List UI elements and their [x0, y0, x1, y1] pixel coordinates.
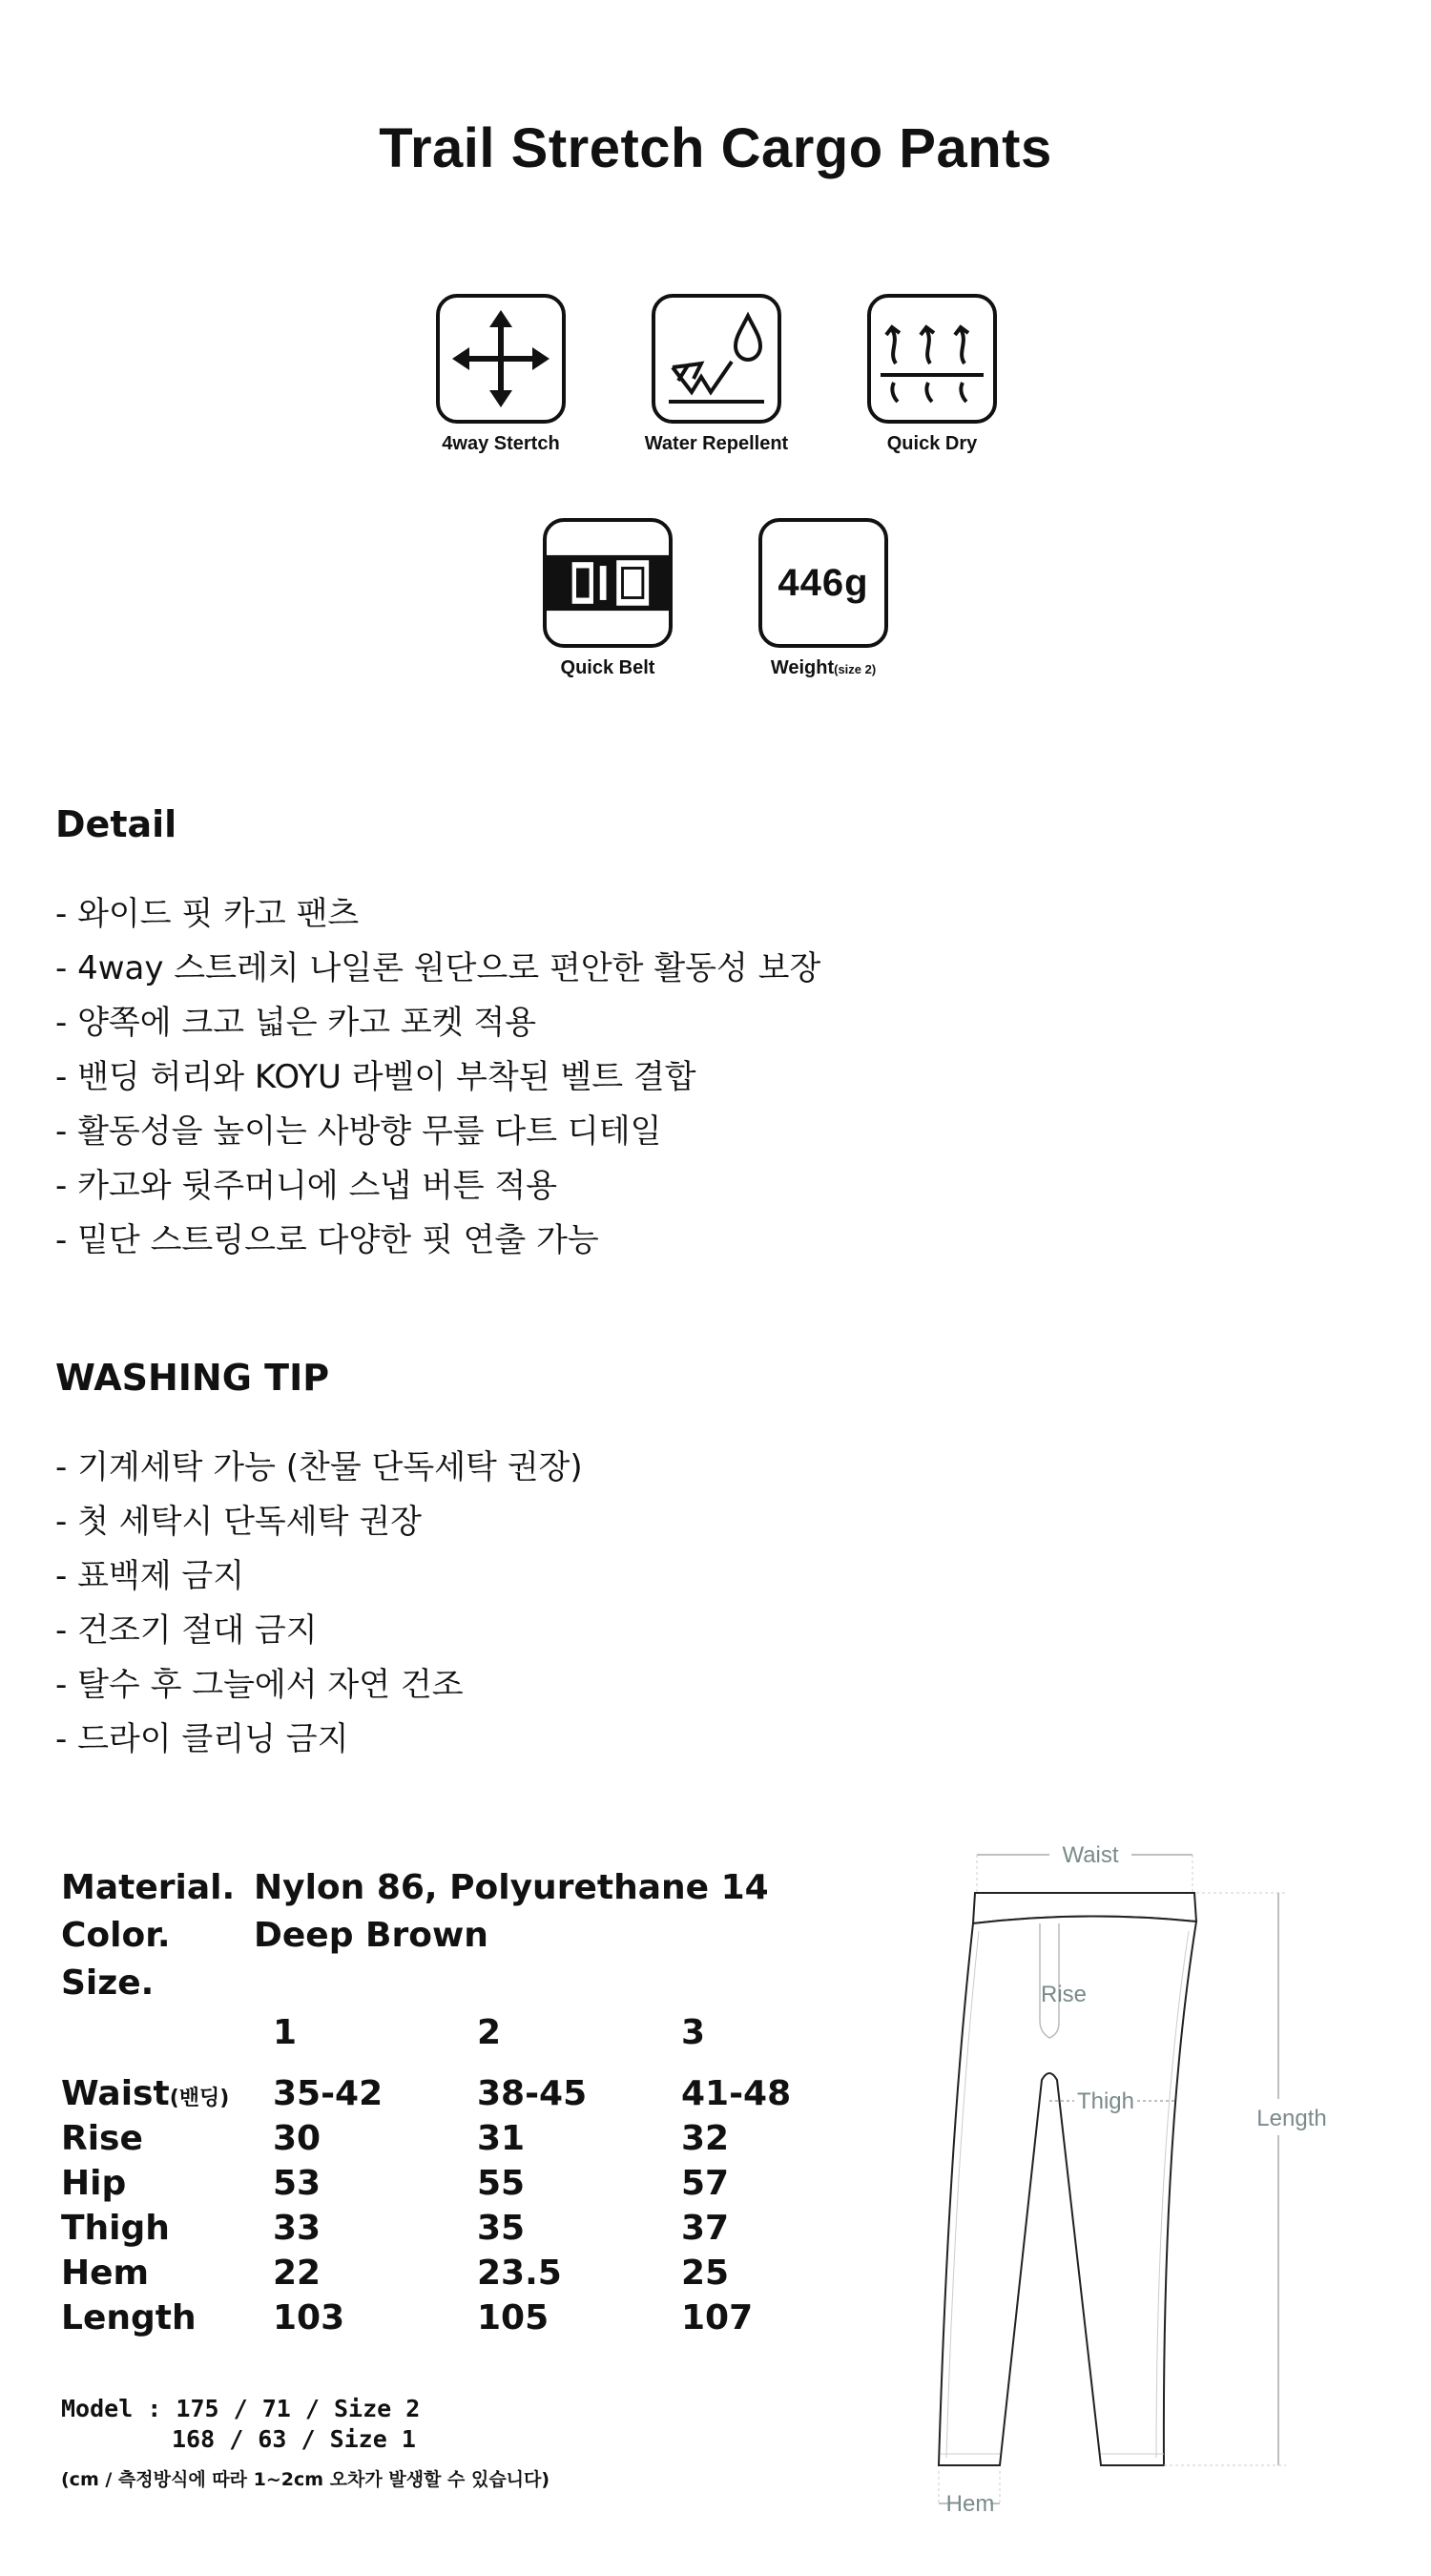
- feature-4way-stretch: [396, 294, 606, 455]
- washing-heading: WASHING TIP: [55, 1357, 330, 1399]
- table-cell: 31: [477, 2119, 526, 2158]
- pants-diagram: [906, 1832, 1383, 2528]
- washing-list: [55, 1441, 583, 1767]
- list-item: - 표백제 금지: [55, 1557, 245, 1595]
- row-label: Waist: [61, 2074, 170, 2113]
- color-label: Color.: [61, 1916, 171, 1955]
- rise-dim-label: Rise: [1040, 1982, 1088, 2007]
- row-label: Length: [61, 2298, 197, 2337]
- belt-buckle-icon: [547, 545, 669, 621]
- weight-value: 446g: [778, 561, 869, 604]
- material-value: Nylon 86, Polyurethane 14: [254, 1868, 769, 1907]
- list-item: - 밑단 스트링으로 다양한 핏 연출 가능: [55, 1221, 599, 1259]
- list-item: - 양쪽에 크고 넓은 카고 포켓 적용: [55, 1004, 537, 1042]
- detail-list: [55, 887, 820, 1268]
- feature-sublabel: (size 2): [834, 662, 877, 676]
- hem-dim-label: Hem: [945, 2491, 995, 2517]
- table-cell: 57: [681, 2164, 730, 2203]
- measurement-note: (cm / 측정방식에 따라 1~2cm 오차가 발생할 수 있습니다): [61, 2469, 550, 2490]
- size-col-3: 3: [681, 2013, 706, 2052]
- list-item: - 밴딩 허리와 KOYU 라벨이 부착된 벨트 결합: [55, 1058, 696, 1096]
- table-cell: 25: [681, 2254, 730, 2293]
- table-cell: 22: [273, 2254, 321, 2293]
- color-value: Deep Brown: [254, 1916, 488, 1955]
- feature-label: Quick Dry: [886, 433, 978, 454]
- size-col-1: 1: [273, 2013, 298, 2052]
- length-dim-label: Length: [1256, 2106, 1327, 2131]
- table-cell: 33: [273, 2209, 321, 2248]
- table-cell: 53: [273, 2164, 321, 2203]
- feature-label: Weight: [770, 657, 835, 678]
- size-label: Size.: [61, 1963, 155, 2003]
- feature-label: Water Repellent: [644, 433, 789, 454]
- list-item: - 기계세탁 가능 (찬물 단독세탁 권장): [55, 1448, 583, 1486]
- model-info-line1: Model : 175 / 71 / Size 2: [61, 2395, 421, 2422]
- detail-heading: Detail: [55, 803, 177, 845]
- quick-dry-icon: [875, 306, 989, 411]
- feature-label: 4way Stertch: [442, 433, 560, 454]
- four-way-arrows-icon: [448, 306, 553, 411]
- table-cell: 103: [273, 2298, 345, 2337]
- model-info-line2: 168 / 63 / Size 1: [172, 2425, 416, 2453]
- row-label: Thigh: [61, 2209, 170, 2248]
- feature-weight: [718, 518, 928, 679]
- thigh-dim-label: Thigh: [1076, 2088, 1135, 2114]
- row-sublabel: (밴딩): [169, 2087, 230, 2110]
- list-item: - 와이드 핏 카고 팬츠: [55, 895, 360, 933]
- list-item: - 활동성을 높이는 사방향 무릎 다트 디테일: [55, 1112, 662, 1151]
- list-item: - 첫 세탁시 단독세탁 권장: [55, 1503, 422, 1541]
- material-label: Material.: [61, 1868, 236, 1907]
- list-item: - 카고와 뒷주머니에 스냅 버튼 적용: [55, 1167, 558, 1205]
- page-title: Trail Stretch Cargo Pants: [379, 117, 1052, 179]
- feature-water-repellent: [612, 294, 821, 455]
- table-cell: 23.5: [477, 2254, 562, 2293]
- list-item: - 드라이 클리닝 금지: [55, 1720, 349, 1758]
- list-item: - 4way 스트레치 나일론 원단으로 편안한 활동성 보장: [55, 949, 821, 987]
- table-cell: 41-48: [681, 2074, 792, 2113]
- table-cell: 107: [681, 2298, 754, 2337]
- list-item: - 건조기 절대 금지: [55, 1611, 318, 1650]
- table-cell: 105: [477, 2298, 550, 2337]
- table-cell: 32: [681, 2119, 730, 2158]
- waist-dim-label: Waist: [1062, 1842, 1119, 1868]
- list-item: - 탈수 후 그늘에서 자연 건조: [55, 1666, 464, 1704]
- feature-quick-belt: [503, 518, 713, 679]
- water-drop-icon: [659, 306, 774, 411]
- row-label: Hem: [61, 2254, 150, 2293]
- row-label: Hip: [61, 2164, 127, 2203]
- row-label: Rise: [61, 2119, 143, 2158]
- size-col-2: 2: [477, 2013, 502, 2052]
- feature-quick-dry: [827, 294, 1037, 455]
- table-cell: 55: [477, 2164, 526, 2203]
- table-cell: 30: [273, 2119, 321, 2158]
- weight-badge-icon: [758, 518, 888, 648]
- feature-label: Quick Belt: [560, 657, 655, 678]
- table-cell: 35: [477, 2209, 526, 2248]
- table-cell: 38-45: [477, 2074, 588, 2113]
- table-cell: 37: [681, 2209, 730, 2248]
- table-cell: 35-42: [273, 2074, 384, 2113]
